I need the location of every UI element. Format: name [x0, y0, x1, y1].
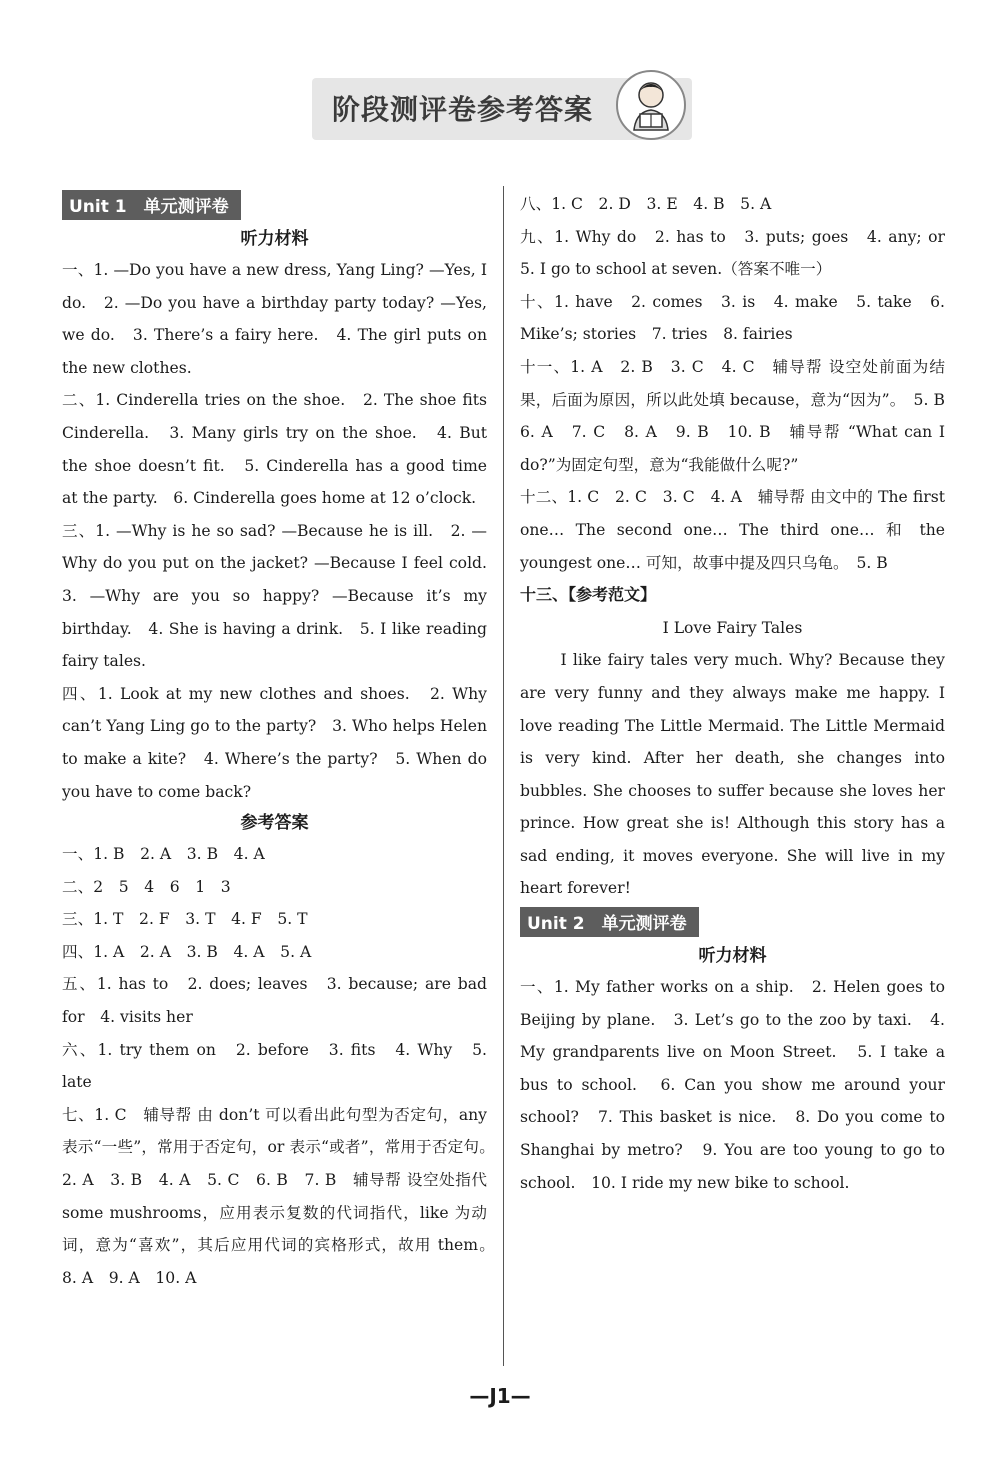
left-column: [62, 188, 503, 1294]
listening-section-2: 二、1. Cinderella tries on the shoe. 2. The shoe fits Cinderella. 3. Many girls try on the shoe. 4. But the shoe doesn’t fit. 5. Cinderella has a good time at the party. 6. Cinderella goes home at 12 o’clock.: [62, 391, 488, 508]
column-divider: [503, 186, 504, 1366]
answers-heading: 参考答案: [240, 813, 309, 834]
listening-section-3: 三、1. —Why is he so sad? —Because he is ill. 2. —Why do you put on the jacket? —Because I feel cold. 3. —Why are you so happy? —Because it’s my birthday. 4. She is having a drink. 5. I like reading fairy tales.: [62, 521, 503, 671]
answer-section-8: 八、1. C 2. D 3. E 4. B 5. A: [520, 195, 772, 213]
answer-section-7: 七、1. C 辅导帮 由 don’t 可以看出此句型为否定句，any 表示“一些”，常用于否定句，or 表示“或者”，常用于否定句。 2. A 3. B 4. A 5. C 6. B 7. B 辅导帮 设空处指代 some mushrooms，应用表示复数的代词指代，like 为动词，意为“喜欢”，其后应用代词的宾格形式，故用 them。 8. A 9. A 10. A: [62, 1105, 503, 1287]
essay-body: I like fairy tales very much. Why? Because they are very funny and they always make me happy. I love reading The Little Mermaid. The Little Mermaid is very kind. After her death, she changes into bubbles. She chooses to suffer because she loves her prince. How great she is! Although this story has a sad ending, it moves everyone. She will live in my heart forever!: [520, 651, 945, 898]
answer-section-1: 一、1. B 2. A 3. B 4. A: [62, 845, 265, 864]
answer-section-11: 十一、1. A 2. B 3. C 4. C 辅导帮 设空处前面为结果，后面为原因，所以此处填 because，意为“因为”。 5. B 6. A 7. C 8. A 9. B 10. B 辅导帮 “What can I do?”为固定句型，意为“我能做什么呢?”: [520, 357, 961, 474]
right-column: [520, 188, 961, 1199]
answer-section-2: 二、2 5 4 6 1 3: [62, 877, 231, 896]
page-number: —J1—: [469, 1384, 531, 1408]
unit-2-listening-section-1: 一、1. My father works on a ship. 2. Helen goes to Beijing by plane. 3. Let’s go to the zoo by taxi. 4. My grandparents live on Moon Street. 5. I take a bus to school. 6. Can you show me around your school? 7. This basket is nice. 8. Do you come to Shanghai by metro? 9. You are too young to go to school. 10. I ride my new bike to school.: [520, 978, 945, 1192]
unit-2-header: Unit 2 单元测评卷: [520, 907, 699, 937]
essay-label: 十三、【参考范文】: [520, 585, 657, 605]
listening-section-1: 一、1. —Do you have a new dress, Yang Ling? —Yes, I do. 2. —Do you have a birthday party today? —Yes, we do. 3. There’s a fairy here. 4. The girl puts on the new clothes.: [62, 261, 487, 377]
answer-section-3: 三、1. T 2. F 3. T 4. F 5. T: [62, 910, 308, 929]
answer-section-9: 九、1. Why do 2. has to 3. puts; goes 4. any; or 5. I go to school at seven.（答案不唯一）: [520, 227, 961, 279]
answer-section-10: 十、1. have 2. comes 3. is 4. make 5. take 6. Mike’s; stories 7. tries 8. fairies: [520, 292, 945, 344]
listening-section-4: 四、1. Look at my new clothes and shoes. 2. Why can’t Yang Ling go to the party? 3. Who helps Helen to make a kite? 4. Where’s the party? 5. When do you have to come back?: [62, 684, 487, 801]
answer-section-6: 六、1. try them on 2. before 3. fits 4. Why 5. late: [62, 1040, 487, 1092]
answer-section-4: 四、1. A 2. A 3. B 4. A 5. A: [62, 942, 312, 961]
unit-1-header: Unit 1 单元测评卷: [62, 190, 241, 220]
essay-title: I Love Fairy Tales: [662, 618, 803, 637]
unit-2-listening-heading: 听力材料: [698, 946, 767, 967]
answer-key-banner: [312, 78, 692, 140]
answer-section-12: 十二、1. C 2. C 3. C 4. A 辅导帮 由文中的 The first one… The second one… The third one… 和 the youngest one… 可知，故事中提及四只乌龟。 5. B: [520, 488, 945, 572]
banner-title: 阶段测评卷参考答案: [332, 93, 594, 126]
reading-student-icon: [614, 68, 688, 142]
answer-section-5: 五、1. has to 2. does; leaves 3. because; are bad for 4. visits her: [62, 975, 487, 1027]
listening-heading: 听力材料: [240, 229, 309, 249]
